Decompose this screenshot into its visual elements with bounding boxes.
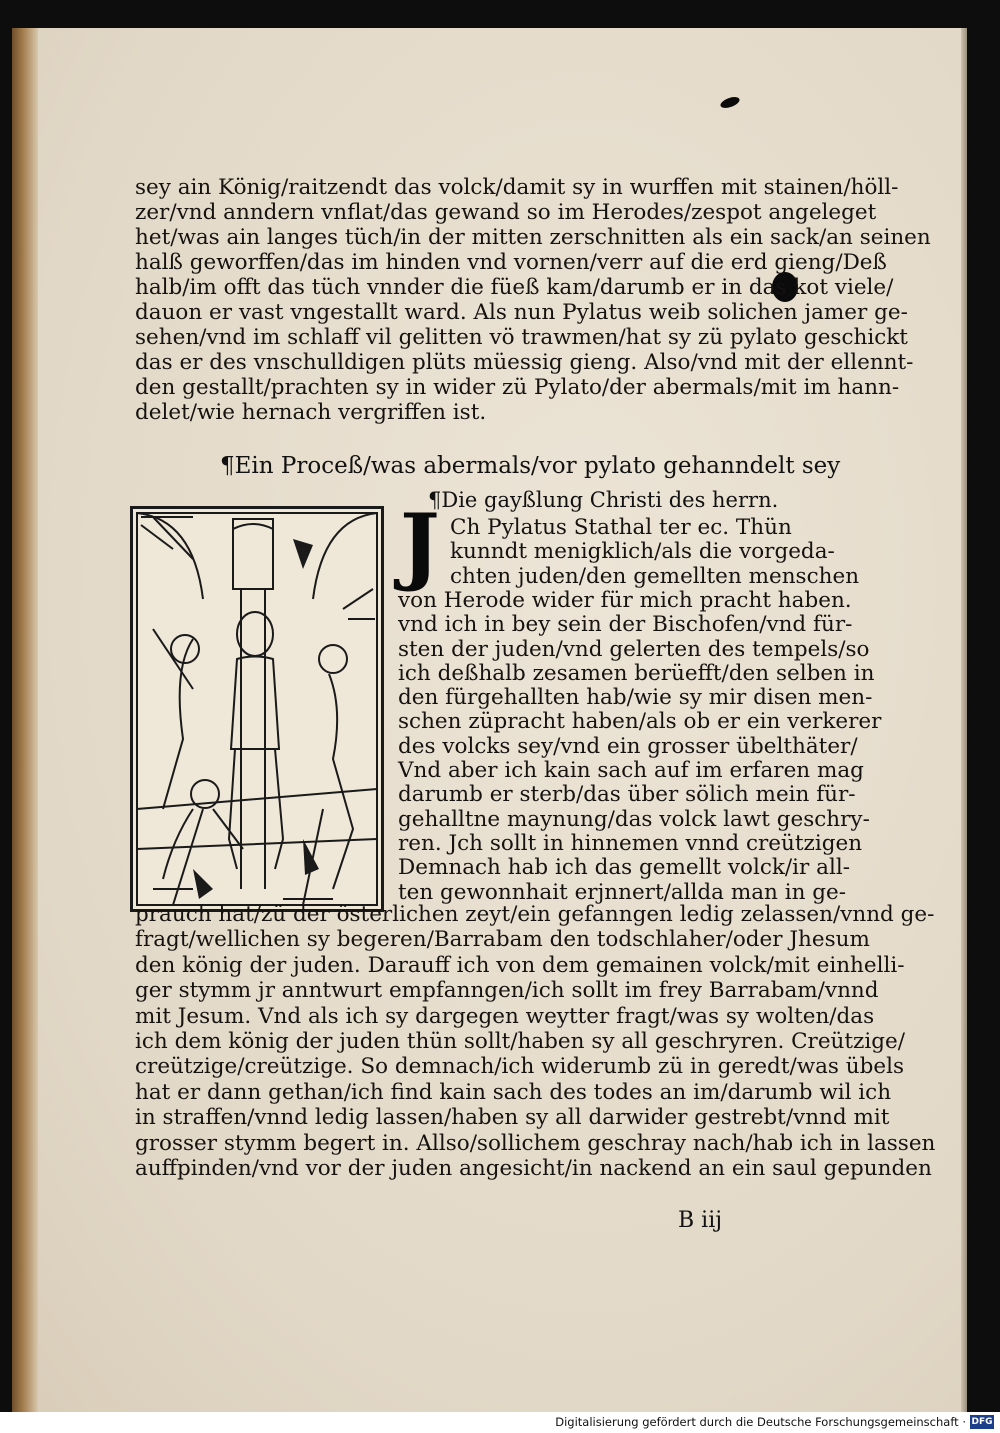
text-line: halß geworffen/das im hinden vnd vornen/verr auf die erd gieng/Deß	[135, 250, 887, 275]
text-line: halb/im offt das tüch vnnder die füeß kam/darumb er in das kot viele/	[135, 275, 894, 300]
text-line: creützige/creützige. So demnach/ich widerumb zü in geredt/was übels	[135, 1054, 905, 1080]
text-line: schen züpracht haben/als ob er ein verkerer	[398, 709, 882, 735]
page-right-edge	[961, 28, 967, 1412]
text-line: kunndt menigklich/als die vorgeda-	[450, 539, 835, 565]
text-line: Demnach hab ich das gemellt volck/ir all-	[398, 855, 850, 881]
text-line: grosser stymm begert in. Allso/sollichem geschray nach/hab ich in lassen	[135, 1130, 936, 1156]
footer-bar	[0, 1412, 1000, 1433]
text-line: sten der juden/vnd gelerten des tempels/so	[398, 636, 870, 662]
text-line: ich deßhalb zesamen berüefft/den selben in	[398, 660, 875, 686]
text-line: dauon er vast vngestallt ward. Als nun Pylatus weib solichen jamer ge-	[135, 300, 908, 325]
text-line: den gestallt/prachten sy in wider zü Pylato/der abermals/mit im hann-	[135, 375, 900, 400]
dfg-logo: DFG	[971, 1417, 993, 1427]
text-line: ich dem könig der juden thün sollt/haben sy all geschryren. Creützige/	[135, 1029, 905, 1054]
text-line: gehalltne maynung/das volck lawt geschry-	[398, 806, 870, 832]
text-line: auffpinden/vnd vor der juden angesicht/in nackend an ein saul gepunden	[135, 1156, 932, 1181]
text-line: von Herode wider für mich pracht haben.	[398, 587, 852, 613]
text-line: fragt/wellichen sy begeren/Barrabam den todschlaher/oder Jhesum	[135, 927, 870, 953]
signature-mark: B iij	[678, 1208, 723, 1233]
section-subheading: ¶Die gayßlung Christi des herrn.	[428, 488, 779, 512]
book-spine-edge	[12, 28, 38, 1412]
text-line: ren. Jch sollt in hinnemen vnnd creützigen	[398, 830, 863, 856]
decorated-initial-letter: J	[400, 495, 440, 594]
text-line: prauch hat/zü der österlichen zeyt/ein gefanngen ledig zelassen/vnnd ge-	[135, 902, 935, 927]
text-line: in straffen/vnnd ledig lassen/haben sy all darwider gestrebt/vnnd mit	[135, 1105, 890, 1131]
text-line: Ch Pylatus Stathal ter ec. Thün	[450, 515, 792, 540]
text-line: hat er dann gethan/ich find kain sach des todes an im/darumb wil ich	[135, 1079, 892, 1105]
text-line: darumb er sterb/das über sölich mein für-	[398, 782, 856, 808]
text-line: den fürgehallten hab/wie sy mir disen men-	[398, 685, 873, 711]
text-line: delet/wie hernach vergriffen ist.	[135, 400, 487, 425]
text-line: chten juden/den gemellten menschen	[450, 563, 860, 589]
text-line: sehen/vnd im schlaff vil gelitten vö trawmen/hat sy zü pylato geschickt	[135, 325, 908, 350]
text-line: des volcks sey/vnd ein grosser übelthäter/	[398, 733, 858, 759]
text-line: ger stymm jr anntwurt empfanngen/ich sollt im frey Barrabam/vnnd	[135, 978, 879, 1004]
section-heading: ¶Ein Proceß/was abermals/vor pylato gehanndelt sey	[220, 453, 841, 479]
text-line: das er des vnschulldigen plüts müessig gieng. Also/vnd mit der ellennt-	[135, 350, 914, 375]
text-line: mit Jesum. Vnd als ich sy dargegen weytter fragt/was sy wolten/das	[135, 1003, 875, 1029]
text-line: zer/vnd anndern vnflat/das gewand so im Herodes/zespot angeleget	[135, 200, 877, 225]
text-line: ten gewonnhait erjnnert/allda man in ge-	[398, 879, 847, 905]
text-line: het/was ain langes tüch/in der mitten zerschnitten als ein sack/an seinen	[135, 225, 931, 250]
woodcut-drawing	[133, 509, 381, 909]
text-line: vnd ich in bey sein der Bischofen/vnd für-	[398, 612, 853, 638]
text-line: Vnd aber ich kain sach auf im erfaren mag	[398, 758, 864, 783]
funding-notice: Digitalisierung gefördert durch die Deutsche Forschungsgemeinschaft ·	[555, 1415, 966, 1429]
woodcut-flagellation-illustration	[130, 506, 384, 912]
text-line: sey ain König/raitzendt das volck/damit sy in wurffen mit stainen/höll-	[135, 175, 899, 200]
text-line: den könig der juden. Darauff ich von dem gemainen volck/mit einhelli-	[135, 952, 905, 978]
